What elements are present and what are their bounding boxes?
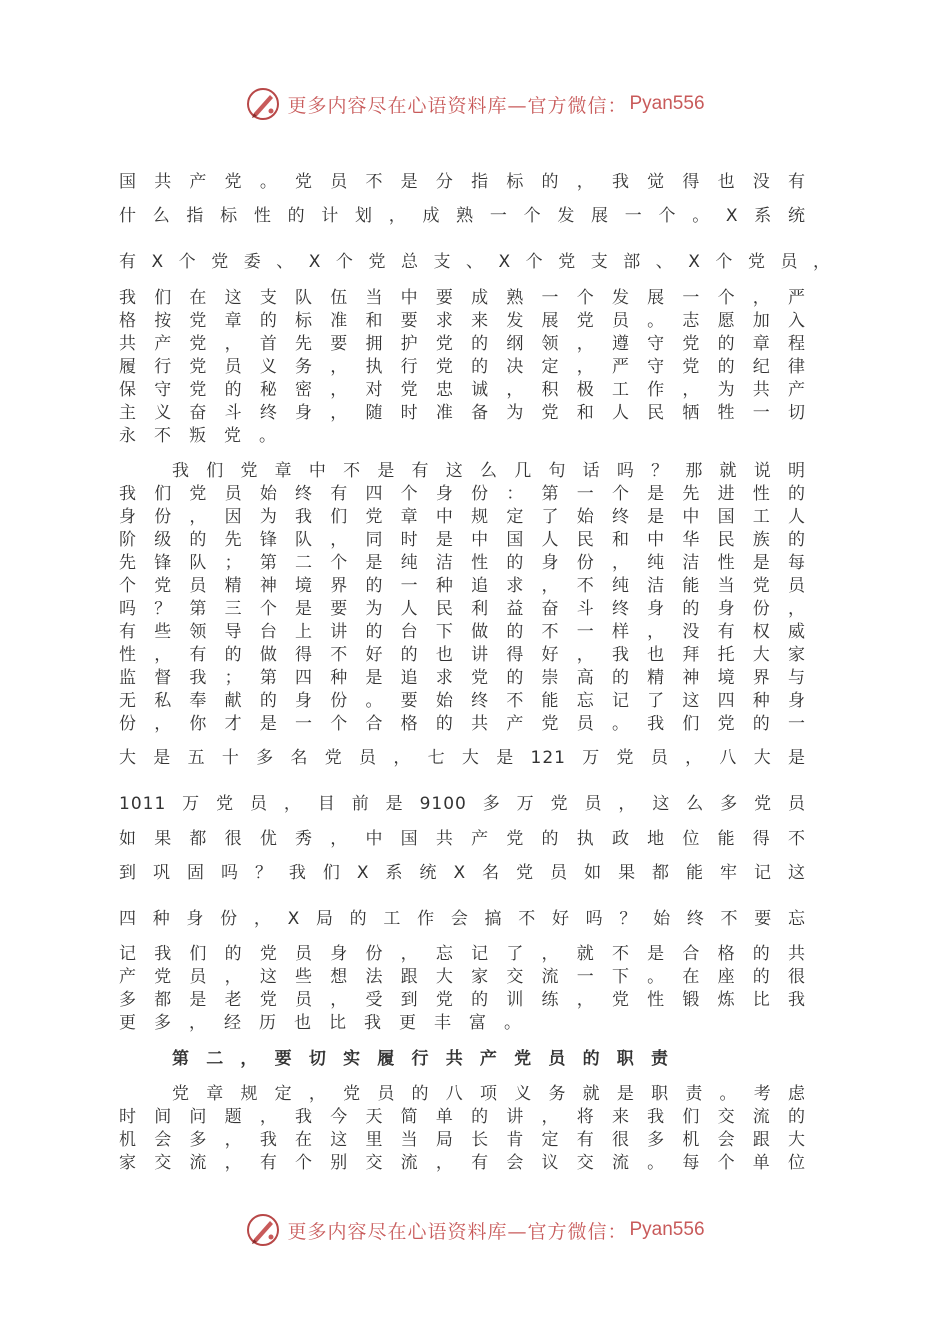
text-line: 阶级的先锋队，同时是中国人民和中华民族的	[119, 530, 806, 550]
text-line: 身份，因为我们党章中规定了始终是中国工人	[119, 507, 806, 527]
text-line: 永不叛党。	[119, 426, 294, 446]
text-line: 如果都很优秀，中国共产党的执政地位能得不	[119, 829, 806, 849]
text-line: 四种身份，X局的工作会搞不好吗？始终不要忘	[119, 909, 806, 929]
text-line: 履行党员义务，执行党的决定，严守党的纪律	[119, 357, 806, 377]
text-line: 有些领导台上讲的台下做的不一样，没有权威	[119, 622, 806, 642]
banner-wechat-id: Pyan556	[629, 93, 705, 114]
text-line: 1011万党员，目前是9100多万党员，这么多党员	[119, 794, 806, 814]
text-line: 更多，经历也比我更丰富。	[119, 1013, 539, 1033]
text-line: 家交流，有个别交流，有会议交流。每个单位	[119, 1153, 806, 1173]
paragraph-first-line: 党章规定，党员的八项义务就是职责。考虑	[172, 1084, 806, 1104]
text-line: 个党员精神境界的一种追求，不纯洁能当党员	[119, 576, 806, 596]
text-line: 产党员，这些想法跟大家交流一下。在座的很	[119, 967, 806, 987]
text-line: 先锋队；第二个是纯洁性的身份，纯洁性是每	[119, 553, 806, 573]
pen-logo-icon	[245, 86, 281, 122]
text-line: 主义奋斗终身，随时准备为党和人民牺牲一切	[119, 403, 806, 423]
header-banner	[0, 84, 950, 124]
text-line: 份，你才是一个合格的共产党员。我们党的一	[119, 714, 806, 734]
text-line: 我们在这支队伍当中要成熟一个发展一个，严	[119, 288, 806, 308]
text-line: 共产党，首先要拥护党的纲领，遵守党的章程	[119, 334, 806, 354]
text-line: 机会多，我在这里当局长肯定有很多机会跟大	[119, 1130, 806, 1150]
text-line: 吗？第三个是要为人民利益奋斗终身的身份，	[119, 599, 806, 619]
paragraph-first-line: 我们党章中不是有这么几句话吗？那就说明	[172, 461, 806, 481]
text-line: 性，有的做得不好的也讲得好，我也拜托大家	[119, 645, 806, 665]
text-line: 保守党的秘密，对党忠诚，积极工作，为共产	[119, 380, 806, 400]
banner-wechat-id: Pyan556	[629, 1219, 705, 1240]
footer-banner	[0, 1210, 950, 1250]
banner-text: 更多内容尽在心语资料库—官方微信：	[287, 1220, 628, 1243]
text-line: 记我们的党员身份，忘记了，就不是合格的共	[119, 944, 806, 964]
text-line: 无私奉献的身份。要始终不能忘记了这四种身	[119, 691, 806, 711]
text-line: 时间问题，我今天简单的讲，将来我们交流的	[119, 1107, 806, 1127]
text-line: 国共产党。党员不是分指标的，我觉得也没有	[119, 172, 806, 192]
text-line: 大是五十多名党员，七大是121万党员，八大是	[119, 748, 806, 768]
pen-logo-icon	[245, 1212, 281, 1248]
text-line: 到巩固吗？我们X系统X名党员如果都能牢记这	[119, 863, 806, 883]
text-line: 我们党员始终有四个身份：第一个是先进性的	[119, 484, 806, 504]
text-line: 监督我；第四种是追求党的崇高的精神境界与	[119, 668, 806, 688]
text-line: 什么指标性的计划，成熟一个发展一个。X系统	[119, 206, 806, 226]
banner-text: 更多内容尽在心语资料库—官方微信：	[287, 94, 628, 117]
section-heading: 第二，要切实履行共产党员的职责	[172, 1049, 670, 1069]
text-line: 格按党章的标准和要求来发展党员。志愿加入	[119, 311, 806, 331]
text-line: 多都是老党员，受到党的训练，党性锻炼比我	[119, 990, 806, 1010]
text-line: 有X个党委、X个党总支、X个党支部、X个党员，	[119, 252, 831, 272]
